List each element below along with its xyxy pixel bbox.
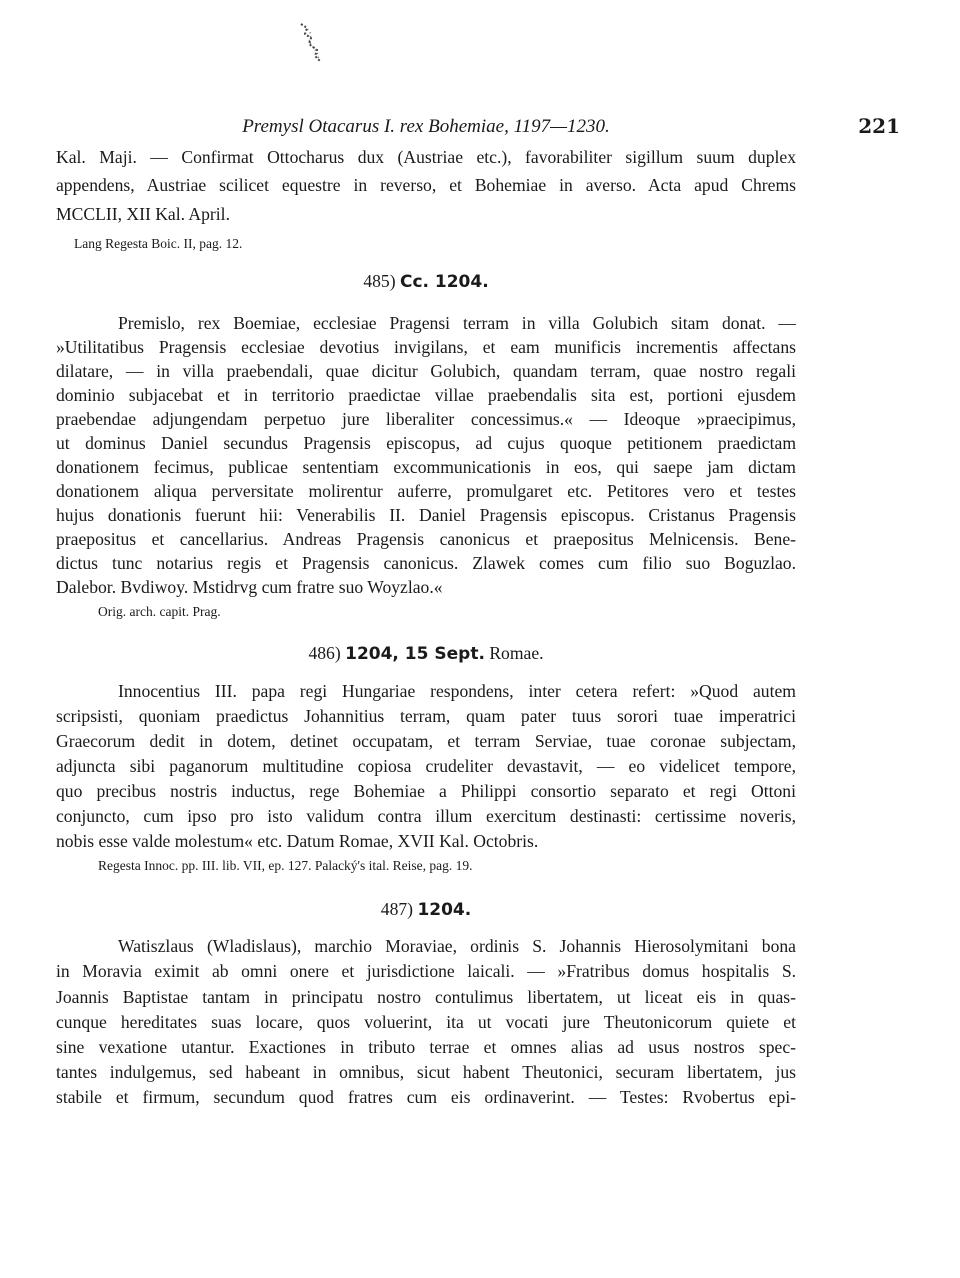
text-line: hujus donationis fuerunt hii: Venerabilis II. Daniel Pragensis episcopus. Cristanus Pragensis <box>56 505 796 525</box>
source-citation: Orig. arch. capit. Prag. <box>98 604 221 619</box>
running-header: Premysl Otacarus I. rex Bohemiae, 1197—1230. <box>242 116 610 137</box>
text-line: conjuncto, cum ipso pro isto validum contra illum exercitum destinasti: certissime noveris, <box>56 806 796 826</box>
text-line: ut dominus Daniel secundus Pragensis episcopus, ad cujus quoque petitionem praedictam <box>56 433 796 453</box>
document-date: 1204. <box>417 900 472 920</box>
text-line: Graecorum dedit in dotem, detinet occupatam, et terram Serviae, tuae coronae subjectam, <box>56 731 796 751</box>
text-line: donationem fecimus, publicae sententiam excommunicationis in eos, qui saepe jam dictam <box>56 457 796 477</box>
ink-smudge-mark <box>297 22 325 66</box>
document-heading-487 <box>56 898 796 921</box>
text-line: dominio subjacebat et in territorio praedictae villae praebendalis sita est, portioni ejusdem <box>56 385 796 405</box>
text-line: dictus tunc notarius regis et Pragensis canonicus. Zlawek comes cum filio suo Boguzlao. <box>56 553 796 573</box>
text-line: Watiszlaus (Wladislaus), marchio Moraviae, ordinis S. Johannis Hierosolymitani bona <box>118 936 796 956</box>
page-number: 221 <box>858 114 900 138</box>
source-citation: Lang Regesta Boic. II, pag. 12. <box>74 236 243 251</box>
document-number: 487) <box>380 899 414 919</box>
text-line: appendens, Austriae scilicet equestre in reverso, et Bohemiae in averso. Acta apud Chrems <box>56 175 796 195</box>
text-line: Dalebor. Bvdiwoy. Mstidrvg cum fratre suo Woyzlao.« <box>56 577 443 597</box>
text-line: MCCLII, XII Kal. April. <box>56 204 230 224</box>
source-citation: Regesta Innoc. pp. III. lib. VII, ep. 127. Palacký's ital. Reise, pag. 19. <box>98 858 473 873</box>
text-line: Innocentius III. papa regi Hungariae respondens, inter cetera refert: »Quod autem <box>118 681 796 701</box>
document-date: Cc. 1204. <box>399 272 489 292</box>
text-line: praebendae adjungendam perpetuo jure liberaliter concessimus.« — Ideoque »praecipimus, <box>56 409 796 429</box>
text-line: Joannis Baptistae tantam in principatu nostro contulimus libertatem, ut liceat eis in quas- <box>56 987 796 1007</box>
text-line: praepositus et cancellarius. Andreas Pragensis canonicus et praepositus Melnicensis. Bene- <box>56 529 796 549</box>
text-line: cunque hereditates suas locare, quos voluerint, ita ut vocati jure Theutonicorum quiete et <box>56 1012 796 1032</box>
text-line: nobis esse valde molestum« etc. Datum Romae, XVII Kal. Octobris. <box>56 831 539 851</box>
text-line: dilatare, — in villa praebendali, quae dicitur Golubich, quandam terram, quae nostro regali <box>56 361 796 381</box>
text-line: adjuncta sibi paganorum multitudine copiosa crudeliter devastavit, — eo videlicet tempore, <box>56 756 796 776</box>
text-line: Kal. Maji. — Confirmat Ottocharus dux (Austriae etc.), favorabiliter sigillum suum duplex <box>56 147 796 167</box>
text-line: sine vexatione utantur. Exactiones in tributo terrae et omnes alias ad usus nostros spec- <box>56 1037 796 1057</box>
text-line: donationem aliqua perversitate molirentur auferre, promulgaret etc. Petitores vero et testes <box>56 481 796 501</box>
text-line: scripsisti, quoniam praedictus Johannitius terram, quam pater tuus sorori tuae imperatrici <box>56 706 796 726</box>
text-line: tantes indulgemus, sed habeant in omnibus, sicut habent Theutonici, securam libertatem, jus <box>56 1062 796 1082</box>
document-place: Romae. <box>489 643 544 663</box>
text-line: quo precibus nostris inductus, rege Bohemiae a Philippi consortio separato et regi Ottoni <box>56 781 796 801</box>
document-date: 1204, 15 Sept. <box>345 644 485 664</box>
text-line: stabile et firmum, secundum quod fratres cum eis ordinaverint. — Testes: Rvobertus epi- <box>56 1087 796 1107</box>
text-line: in Moravia eximit ab omni onere et jurisdictione laicali. — »Fratribus domus hospitalis S. <box>56 961 796 981</box>
text-line: »Utilitatibus Pragensis ecclesiae devotius invigilans, et eam munificis incrementis affectans <box>56 337 796 357</box>
document-number: 485) <box>363 271 396 291</box>
document-number: 486) <box>308 643 341 663</box>
document-heading-486 <box>56 642 796 665</box>
text-line: Premislo, rex Boemiae, ecclesiae Pragensi terram in villa Golubich sitam donat. — <box>118 313 796 333</box>
document-heading-485 <box>56 270 796 293</box>
